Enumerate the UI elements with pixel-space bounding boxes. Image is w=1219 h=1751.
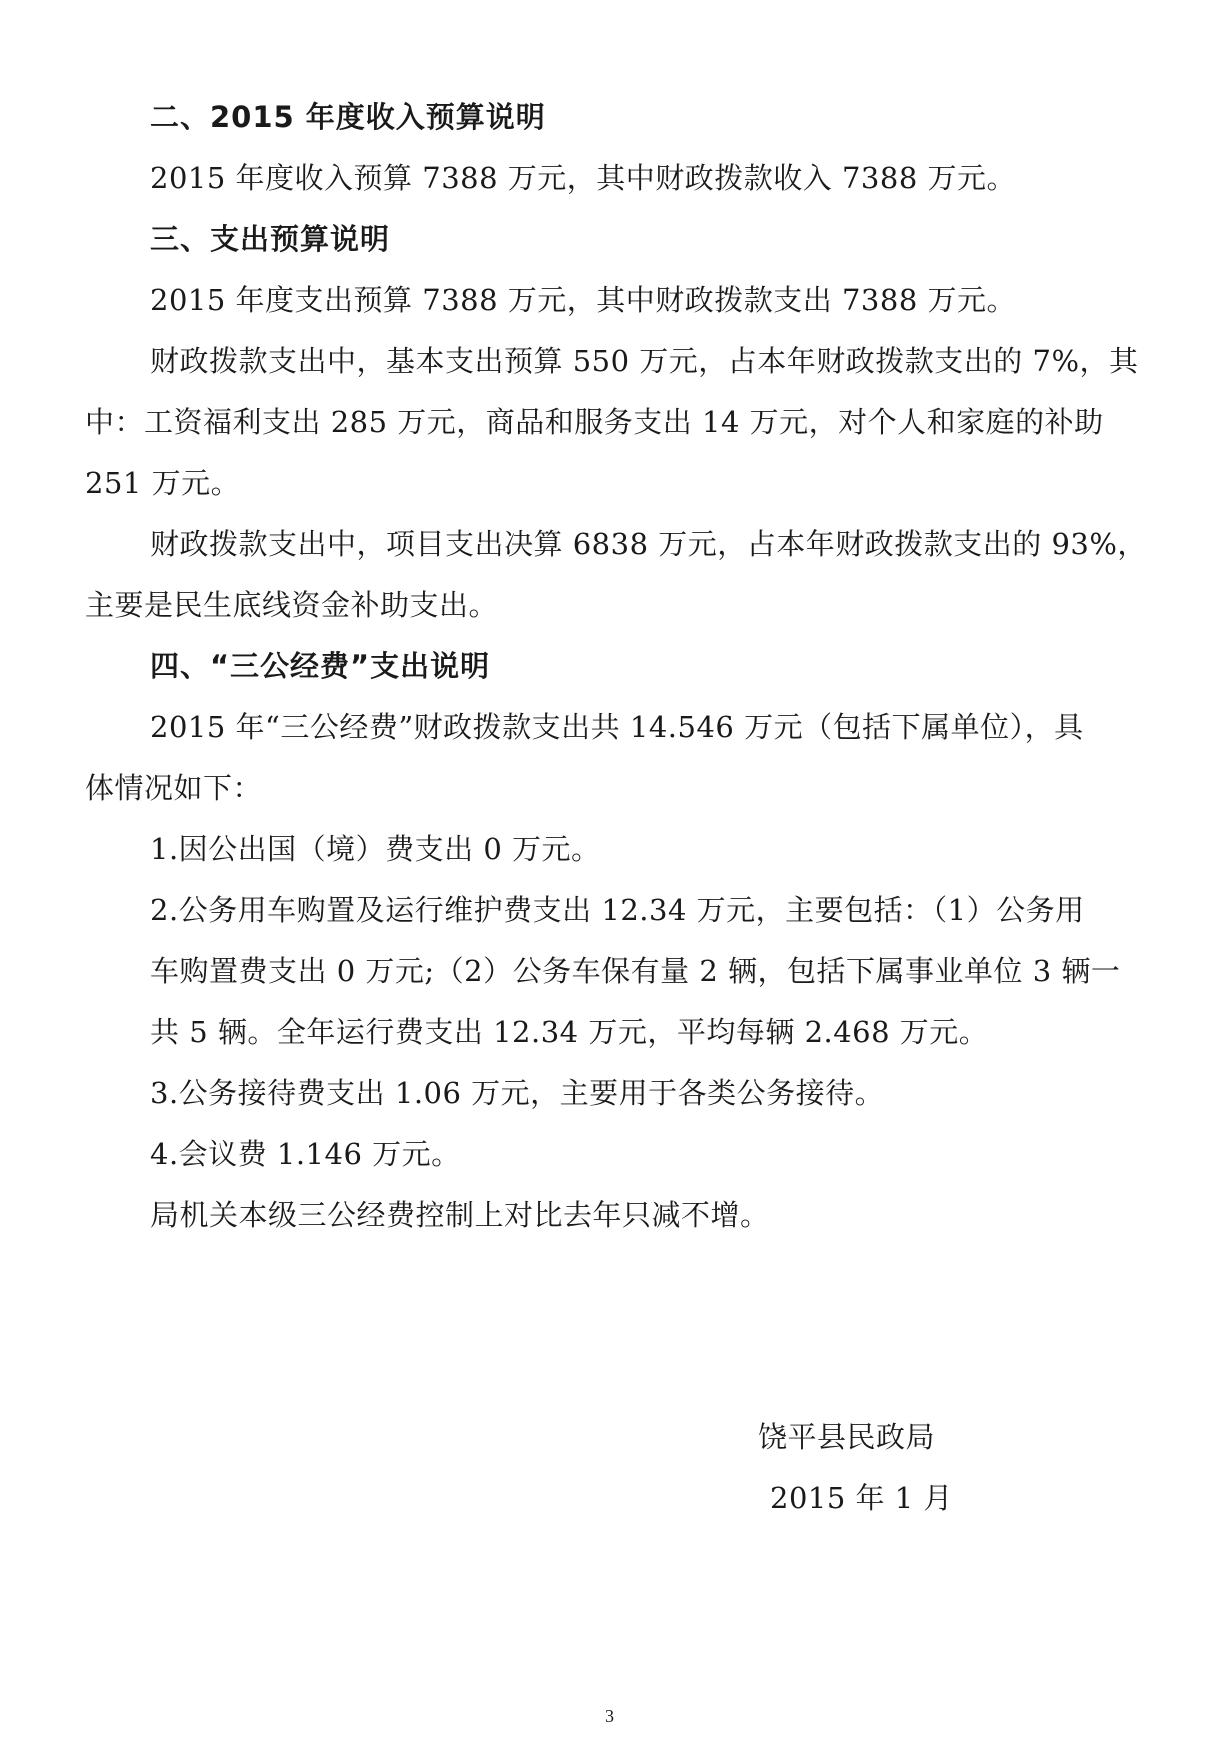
section4-intro-line2: 体情况如下：	[85, 771, 263, 805]
section3-heading: 三、支出预算说明	[150, 222, 391, 256]
section3-body2-line2: 中：工资福利支出 285 万元，商品和服务支出 14 万元，对个人和家庭的补助	[85, 405, 1104, 439]
section2-heading: 二、2015 年度收入预算说明	[150, 100, 546, 134]
section4-closing: 局机关本级三公经费控制上对比去年只减不增。	[150, 1198, 770, 1232]
section3-body3-line1: 财政拨款支出中，项目支出决算 6838 万元，占本年财政拨款支出的 93%，	[150, 527, 1147, 561]
section3-body1: 2015 年度支出预算 7388 万元，其中财政拨款支出 7388 万元。	[150, 283, 1017, 317]
section4-item2-line1: 2.公务用车购置及运行维护费支出 12.34 万元，主要包括：（1）公务用	[150, 893, 1085, 927]
section4-heading: 四、“三公经费”支出说明	[150, 649, 491, 683]
section4-item1: 1.因公出国（境）费支出 0 万元。	[150, 832, 601, 866]
section4-item3: 3.公务接待费支出 1.06 万元，主要用于各类公务接待。	[150, 1076, 885, 1110]
section3-body2-line1: 财政拨款支出中，基本支出预算 550 万元，占本年财政拨款支出的 7%，其	[150, 344, 1139, 378]
section3-body2-line3: 251 万元。	[85, 466, 241, 500]
section4-item4: 4.会议费 1.146 万元。	[150, 1137, 461, 1171]
section4-item2-line3: 共 5 辆。全年运行费支出 12.34 万元，平均每辆 2.468 万元。	[150, 1015, 989, 1049]
page-number: 3	[605, 1706, 614, 1726]
section4-intro-line1: 2015 年“三公经费”财政拨款支出共 14.546 万元（包括下属单位），具	[150, 710, 1084, 744]
section3-body3-line2: 主要是民生底线资金补助支出。	[85, 588, 499, 622]
section4-item2-line2: 车购置费支出 0 万元;（2）公务车保有量 2 辆，包括下属事业单位 3 辆一	[150, 954, 1121, 988]
signature-date: 2015 年 1 月	[770, 1481, 953, 1515]
signature-org: 饶平县民政局	[758, 1420, 936, 1454]
section2-body: 2015 年度收入预算 7388 万元，其中财政拨款收入 7388 万元。	[150, 161, 1017, 195]
